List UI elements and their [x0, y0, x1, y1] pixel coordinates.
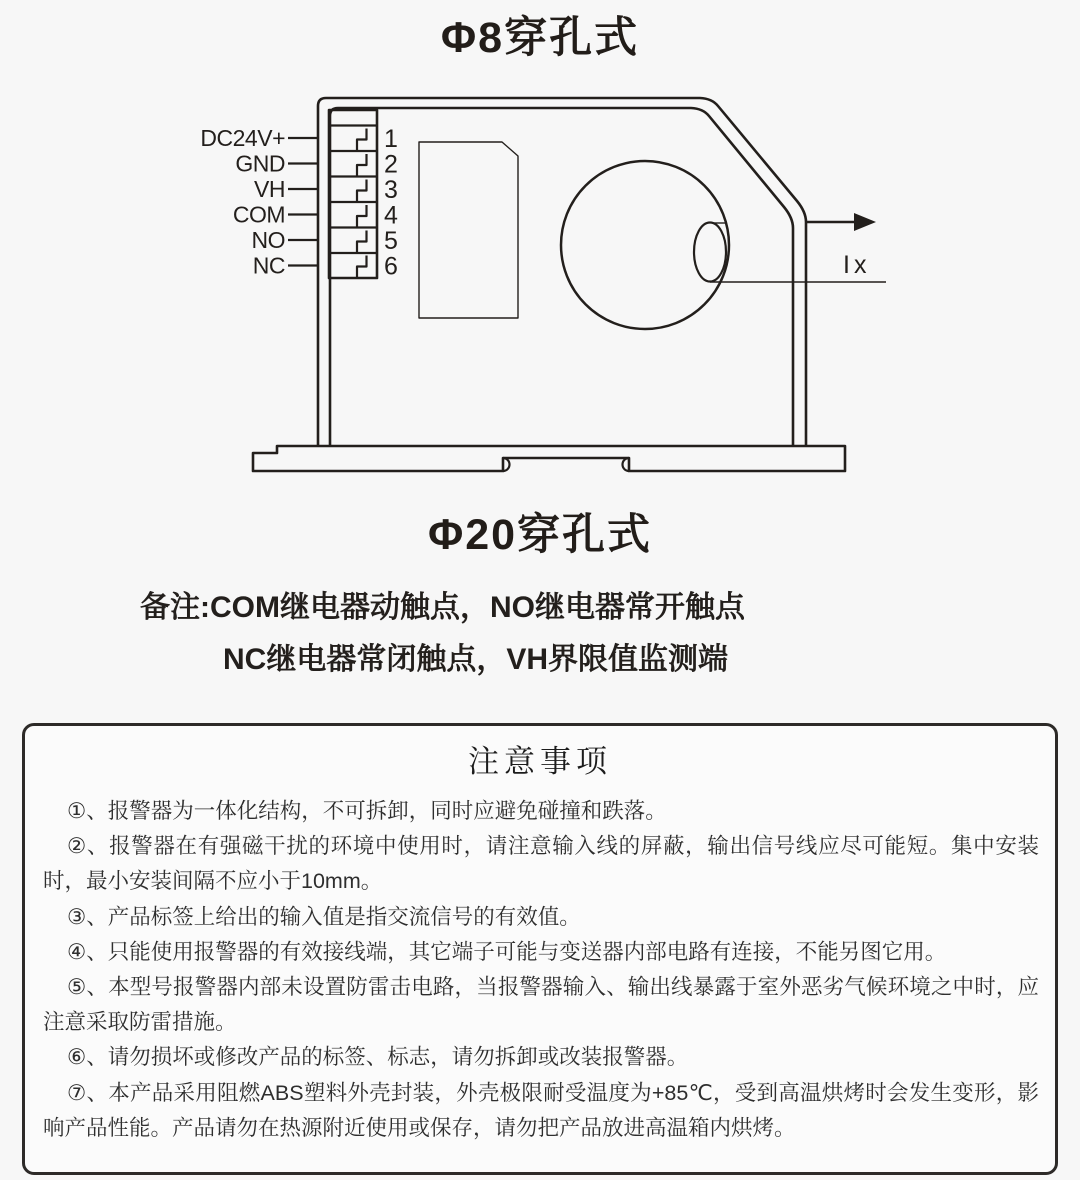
terminal-number-5: 5 [384, 227, 398, 255]
terminal-dividers [329, 126, 377, 254]
page-title-phi20: Φ20穿孔式 [427, 511, 653, 559]
current-arrow-head [854, 213, 876, 231]
note-line-2: NC继电器常闭触点，VH界限值监测端 [223, 643, 729, 676]
terminal-label-com: COM [232, 201, 285, 228]
precaution-item-1: ①、报警器为一体化结构，不可拆卸，同时应避免碰撞和跌落。 [67, 799, 667, 823]
terminal-label-vh: VH [254, 176, 285, 202]
precaution-item-7: ⑦、本产品采用阻燃ABS塑料外壳封装，外壳极限耐受温度为+85℃，受到高温烘烤时会发生变形，影响产品性能。产品请勿在热源附近使用或保存，请勿把产品放进高温箱内烘烤。 [43, 1080, 1039, 1140]
note-line-1: 备注:COM继电器动触点，NO继电器常开触点 [140, 591, 745, 624]
precaution-item-5: ⑤、本型号报警器内部未设置防雷击电路，当报警器输入、输出线暴露于室外恶劣气候环境之中时，应注意采取防雷措施。 [43, 975, 1039, 1035]
terminal-number-3: 3 [384, 176, 398, 204]
terminal-label-no: NO [251, 227, 285, 253]
label-plate [419, 142, 518, 318]
terminal-label-gnd: GND [235, 150, 285, 177]
terminal-leader-lines [288, 138, 318, 266]
precautions-title: 注意事项 [468, 744, 612, 779]
through-hole-circle [561, 161, 729, 329]
page-title-phi8: Φ8穿孔式 [440, 14, 640, 62]
precautions-box [22, 723, 1058, 1175]
sensor-outline-diagram [0, 0, 1080, 500]
terminal-number-1: 1 [384, 125, 398, 153]
terminal-number-2: 2 [384, 150, 398, 179]
terminal-label-nc: NC [252, 252, 285, 279]
current-label-ix: Ix [843, 251, 871, 279]
terminal-numbers [384, 125, 398, 281]
precaution-item-6: ⑥、请勿损坏或修改产品的标签、标志，请勿拆卸或改装报警器。 [67, 1045, 689, 1070]
din-rail-base [253, 446, 845, 471]
hole-side-opening [694, 223, 726, 282]
terminal-number-4: 4 [384, 201, 398, 230]
precautions-list [25, 781, 1055, 1146]
precaution-item-2: ②、报警器在有强磁干扰的环境中使用时，请注意输入线的屏蔽，输出信号线应尽可能短。集中安装时，最小安装间隔不应小于10mm。 [43, 834, 1039, 894]
terminal-number-6: 6 [384, 252, 398, 281]
precaution-item-3: ③、产品标签上给出的输入值是指交流信号的有效值。 [67, 904, 581, 929]
terminal-labels [200, 125, 285, 279]
relay-contact-note [0, 582, 1080, 686]
precaution-item-4: ④、只能使用报警器的有效接线端，其它端子可能与变送器内部电路有连接，不能另图它用。 [67, 939, 947, 964]
terminal-label-dc24v: DC24V+ [200, 125, 285, 151]
